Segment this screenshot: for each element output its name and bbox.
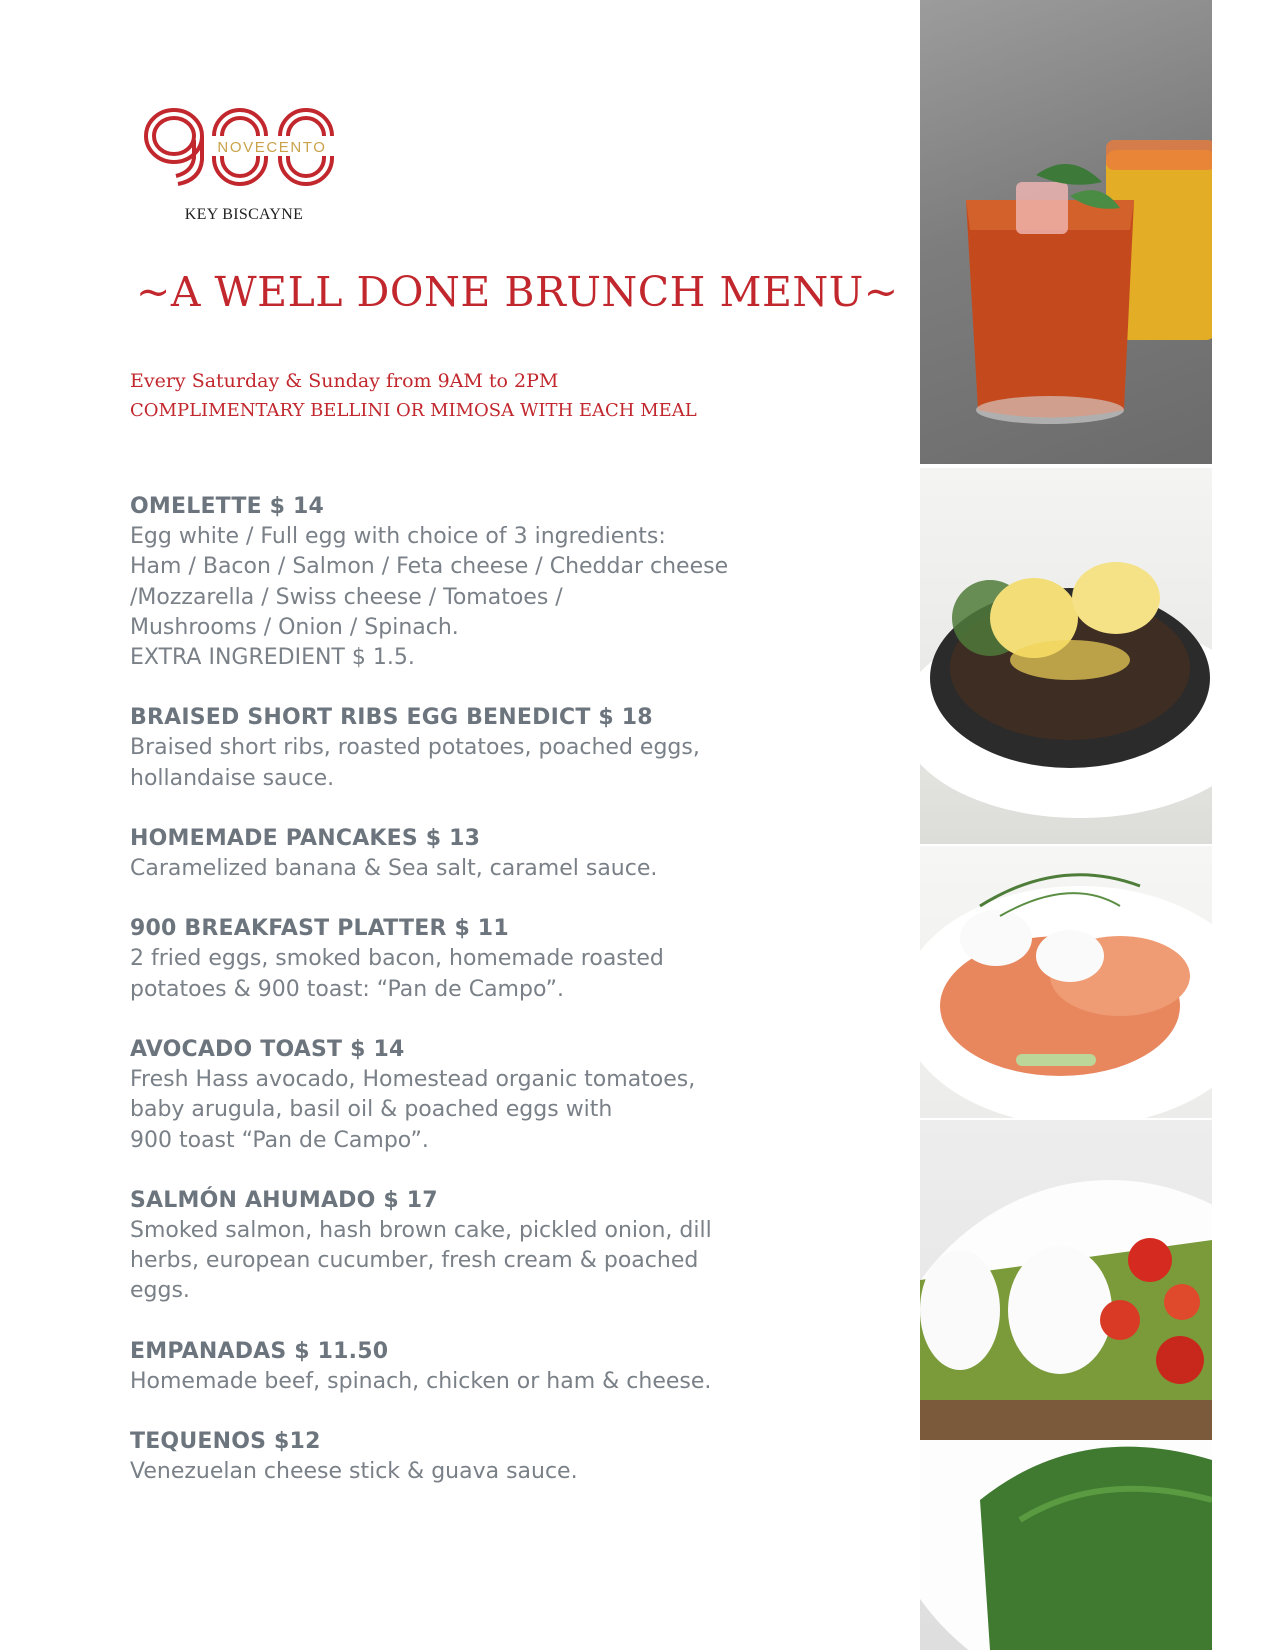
- cocktails-photo: [920, 0, 1212, 464]
- item-description-line: 2 fried eggs, smoked bacon, homemade roasted: [130, 946, 664, 972]
- menu-item-avocado-toast: [130, 1035, 850, 1156]
- menu-item-breakfast-platter: [130, 914, 850, 1005]
- logo-900-mark: [140, 100, 350, 200]
- item-description-line: Ham / Bacon / Salmon / Feta cheese / Cheddar cheese: [130, 554, 729, 580]
- item-description-line: EXTRA INGREDIENT $ 1.5.: [130, 645, 415, 671]
- item-description-line: Caramelized banana & Sea salt, caramel sauce.: [130, 856, 658, 882]
- promo-text: COMPLIMENTARY BELLINI OR MIMOSA WITH EACH MEAL: [130, 400, 697, 421]
- item-title: AVOCADO TOAST $ 14: [130, 1036, 405, 1062]
- item-title: OMELETTE $ 14: [130, 494, 325, 519]
- item-description-line: Braised short ribs, roasted potatoes, poached eggs,: [130, 735, 700, 761]
- item-title: TEQUENOS $12: [130, 1429, 321, 1455]
- logo-name: NOVECENTO: [217, 139, 327, 156]
- item-description-line: baby arugula, basil oil & poached eggs with: [130, 1097, 613, 1123]
- item-description-line: 900 toast “Pan de Campo”.: [130, 1127, 429, 1153]
- item-description-line: Homemade beef, spinach, chicken or ham & cheese.: [130, 1368, 712, 1394]
- item-title: BRAISED SHORT RIBS EGG BENEDICT $ 18: [130, 705, 653, 731]
- avocado-toast-photo: [920, 1120, 1212, 1650]
- salmon-ahumado-photo: [920, 846, 1212, 1118]
- menu-items: [130, 492, 850, 1517]
- menu-item-pancakes: [130, 824, 850, 884]
- menu-item-omelette: [130, 492, 850, 673]
- novecento-logo: [140, 100, 350, 230]
- item-title: SALMÓN AHUMADO $ 17: [130, 1187, 438, 1213]
- item-title: HOMEMADE PANCAKES $ 13: [130, 826, 481, 852]
- menu-item-salmon-ahumado: [130, 1186, 850, 1307]
- item-description-line: potatoes & 900 toast: “Pan de Campo”.: [130, 976, 565, 1002]
- item-description-line: /Mozzarella / Swiss cheese / Tomatoes /: [130, 584, 563, 610]
- item-description-line: herbs, european cucumber, fresh cream & poached: [130, 1248, 699, 1274]
- menu-item-empanadas: [130, 1337, 850, 1397]
- logo-location: KEY BISCAYNE: [184, 206, 304, 223]
- item-description-line: Venezuelan cheese stick & guava sauce.: [130, 1459, 578, 1485]
- menu-item-short-ribs-benedict: [130, 703, 850, 794]
- item-description-line: Egg white / Full egg with choice of 3 ingredients:: [130, 524, 666, 549]
- menu-title: ~A WELL DONE BRUNCH MENU~: [136, 268, 899, 316]
- short-ribs-benedict-photo: [920, 468, 1212, 844]
- item-title: 900 BREAKFAST PLATTER $ 11: [130, 916, 509, 942]
- item-description-line: Mushrooms / Onion / Spinach.: [130, 614, 459, 640]
- item-description-line: hollandaise sauce.: [130, 765, 335, 791]
- item-description-line: eggs.: [130, 1278, 190, 1304]
- item-description-line: Fresh Hass avocado, Homestead organic tomatoes,: [130, 1066, 696, 1092]
- schedule-text: Every Saturday & Sunday from 9AM to 2PM: [130, 370, 559, 392]
- menu-item-tequenos: [130, 1427, 850, 1487]
- item-description-line: Smoked salmon, hash brown cake, pickled onion, dill: [130, 1217, 712, 1243]
- item-title: EMPANADAS $ 11.50: [130, 1338, 389, 1364]
